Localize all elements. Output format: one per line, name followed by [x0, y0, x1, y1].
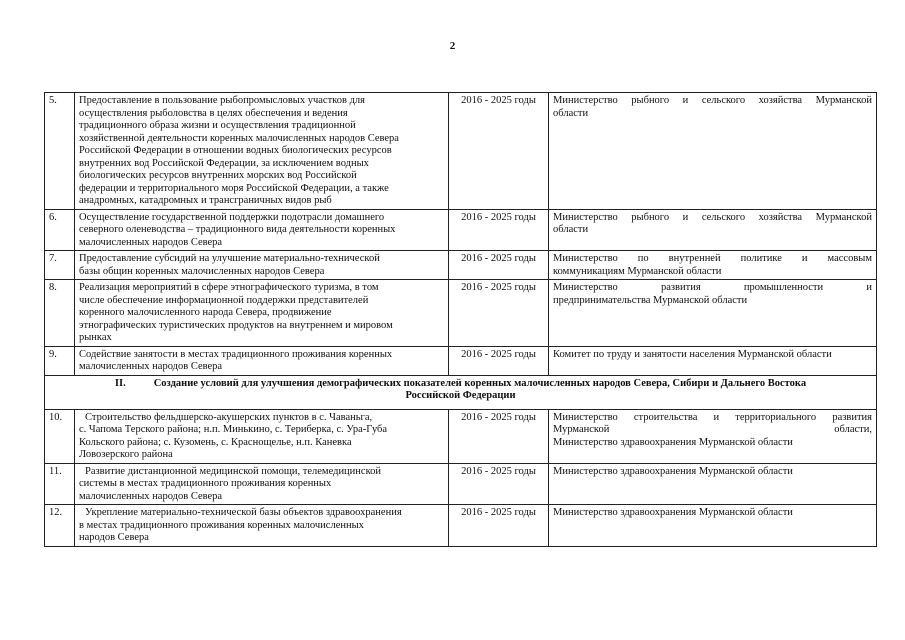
responsible-line: предпринимательства Мурманской области — [553, 294, 748, 306]
description-line: Развитие дистанционной медицинской помощи, телемедицинской — [85, 465, 382, 477]
description-line: малочисленных народов Севера — [79, 490, 223, 502]
description-line: хозяйственной деятельности коренных малочисленных народов Севера — [79, 132, 399, 144]
table-row — [45, 409, 877, 463]
responsible-line: Министерство развития промышленности и — [553, 282, 872, 293]
description-line: народов Севера — [79, 532, 149, 543]
row-period: 2016 - 2025 годы — [449, 93, 549, 210]
description-line: традиционного образа жизни и осуществления традиционной — [79, 120, 356, 131]
description-line: системы в местах традиционного проживания коренных — [79, 478, 332, 489]
row-number: 12. — [45, 505, 75, 547]
section-title-line1: Создание условий для улучшения демографических показателей коренных малочисленных народов Севера, Сибири и Дальнего Востока — [153, 377, 807, 389]
row-responsible — [549, 346, 877, 375]
row-responsible — [549, 209, 877, 251]
description-line: биологических ресурсов внутренних морских вод Российской — [79, 170, 357, 181]
description-line: Российской Федерации в отношении водных биологических ресурсов — [79, 145, 392, 156]
description-line: Предоставление в пользование рыбопромысловых участков для — [79, 95, 365, 106]
row-number: 5. — [45, 93, 75, 210]
row-description — [75, 409, 449, 463]
description-line: северного оленеводства – традиционного вида деятельности коренных — [79, 224, 396, 235]
section-header-body — [45, 375, 877, 409]
description-line: рынках — [79, 332, 112, 343]
row-number: 10. — [45, 409, 75, 463]
table-row — [45, 346, 877, 375]
row-number: 8. — [45, 280, 75, 347]
row-responsible — [549, 93, 877, 210]
row-number: 7. — [45, 251, 75, 280]
row-description — [75, 463, 449, 505]
row-period: 2016 - 2025 годы — [449, 251, 549, 280]
table-row — [45, 93, 877, 210]
row-number: 11. — [45, 463, 75, 505]
table-row — [45, 280, 877, 347]
description-line: этнографических туристических продуктов на внутреннем и мировом — [79, 319, 393, 331]
responsible-line: коммуникациям Мурманской области — [553, 265, 722, 277]
section-row — [45, 375, 877, 409]
description-line: малочисленных народов Севера — [79, 361, 223, 372]
description-line: в местах традиционного проживания коренных малочисленных — [79, 519, 364, 531]
description-line: Кольского района; с. Кузомень, с. Краснощелье, н.п. Каневка — [79, 436, 352, 448]
table-body-part2 — [45, 409, 877, 546]
responsible-line: Министерство здравоохранения Мурманской области — [553, 507, 793, 518]
row-responsible — [549, 251, 877, 280]
row-description — [75, 346, 449, 375]
row-description — [75, 93, 449, 210]
row-description — [75, 280, 449, 347]
description-line: Содействие занятости в местах традиционного проживания коренных — [79, 348, 393, 360]
responsible-line: Министерство рыбного и сельского хозяйства Мурманской — [553, 211, 872, 223]
description-line: Ловозерского района — [79, 449, 173, 460]
row-responsible — [549, 463, 877, 505]
description-line: коренного малочисленного народа Севера, продвижение — [79, 307, 332, 318]
row-number: 6. — [45, 209, 75, 251]
row-description — [75, 505, 449, 547]
table-body-part1 — [45, 93, 877, 376]
table-row — [45, 251, 877, 280]
row-period: 2016 - 2025 годы — [449, 505, 549, 547]
measures-table — [44, 92, 877, 547]
section-number: II. — [114, 377, 126, 389]
responsible-line: Комитет по труду и занятости населения Мурманской области — [553, 348, 832, 360]
row-responsible — [549, 409, 877, 463]
section-title-line2: Российской Федерации — [405, 390, 516, 401]
description-line: анадромных, катадромных и трансграничных видов рыб — [79, 195, 332, 206]
row-period: 2016 - 2025 годы — [449, 209, 549, 251]
responsible-line: Министерство здравоохранения Мурманской области — [553, 465, 793, 477]
row-description — [75, 209, 449, 251]
row-period: 2016 - 2025 годы — [449, 346, 549, 375]
section-header — [45, 375, 877, 409]
responsible-line: области — [553, 224, 589, 235]
description-line: внутренних вод Российской Федерации, за исключением водных — [79, 157, 369, 169]
description-line: малочисленных народов Севера — [79, 236, 223, 248]
row-number: 9. — [45, 346, 75, 375]
row-period: 2016 - 2025 годы — [449, 409, 549, 463]
table-row — [45, 209, 877, 251]
description-line: Предоставление субсидий на улучшение материально-технической — [79, 253, 380, 264]
description-line: Осуществление государственной поддержки подотрасли домашнего — [79, 211, 385, 223]
row-responsible — [549, 505, 877, 547]
responsible-line: Мурманской области, — [553, 424, 872, 435]
description-line: федерации и территориального моря Российской Федерации, а также — [79, 182, 389, 194]
responsible-line: Министерство здравоохранения Мурманской области — [553, 436, 793, 448]
row-description — [75, 251, 449, 280]
page-number: 2 — [449, 40, 456, 52]
row-period: 2016 - 2025 годы — [449, 463, 549, 505]
description-line: Укрепление материально-технической базы объектов здравоохранения — [85, 507, 402, 518]
description-line: базы общин коренных малочисленных народов Севера — [79, 265, 325, 277]
responsible-line: Министерство строительства и территориального развития — [553, 411, 872, 423]
table-row — [45, 463, 877, 505]
responsible-line: Министерство рыбного и сельского хозяйства Мурманской — [553, 95, 872, 106]
description-line: с. Чапома Терского района; н.п. Минькино, с. Териберка, с. Ура-Губа — [79, 424, 388, 435]
description-line: Строительство фельдшерско-акушерских пунктов в с. Чаваньга, — [85, 411, 373, 423]
row-responsible — [549, 280, 877, 347]
responsible-line: области — [553, 107, 589, 119]
row-period: 2016 - 2025 годы — [449, 280, 549, 347]
description-line: Реализация мероприятий в сфере этнографического туризма, в том — [79, 282, 379, 293]
description-line: осуществления рыболовства в целях обеспечения и ведения — [79, 107, 348, 119]
description-line: числе обеспечение информационной поддержки представителей — [79, 294, 369, 306]
responsible-line: Министерство по внутренней политике и массовым — [553, 253, 872, 264]
table-row — [45, 505, 877, 547]
